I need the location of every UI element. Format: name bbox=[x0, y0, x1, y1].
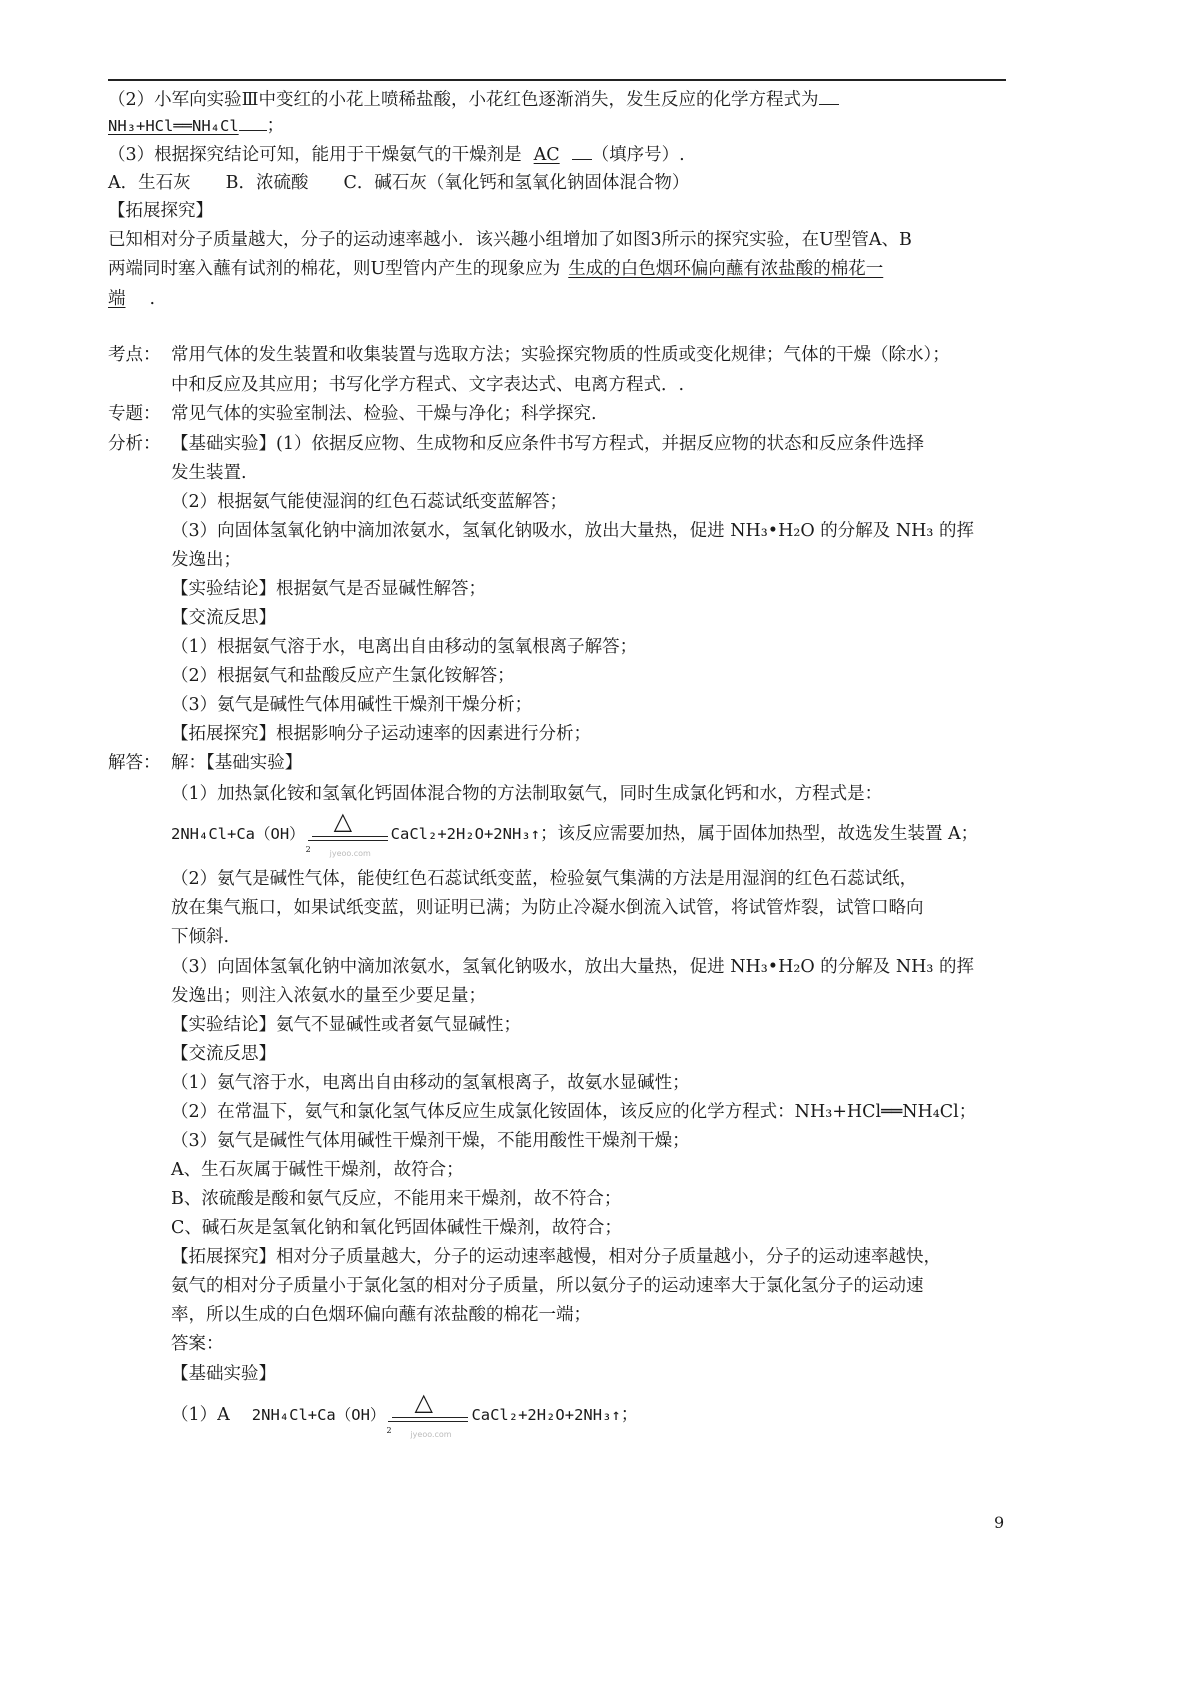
solution-text: （2）氨气是碱性气体，能使红色石蕊试纸变蓝，检验氨气集满的方法是用湿润的红色石蕊试纸， bbox=[171, 869, 918, 889]
heat-arrow-icon: △ jyeoo.com 2 bbox=[308, 823, 388, 847]
zhuanti-text: 常见气体的实验室制法、检验、干燥与净化；科学探究. bbox=[171, 404, 597, 424]
fenxi-text: 【基础实验】(1）依据反应物、生成物和反应条件书写方程式，并据反应物的状态和反应条件选择 bbox=[171, 434, 924, 454]
solution-text: （1）加热氯化铵和氢氧化钙固体混合物的方法制取氨气，同时生成氯化钙和水，方程式是： bbox=[171, 784, 883, 804]
jieda-label: 解答： bbox=[108, 753, 161, 773]
solution-text: 【实验结论】氨气不显碱性或者氨气显碱性； bbox=[171, 1015, 521, 1035]
q2-answer: NH₃+HCl══NH₄Cl bbox=[108, 117, 239, 135]
fenxi-text: （2）根据氨气能使湿润的红色石蕊试纸变蓝解答； bbox=[171, 492, 568, 512]
ext-answer: 生成的白色烟环偏向蘸有浓盐酸的棉花一 bbox=[568, 259, 884, 279]
kaodian-text: 中和反应及其应用；书写化学方程式、文字表达式、电离方程式．. bbox=[171, 375, 685, 395]
page-number: 9 bbox=[994, 1513, 1005, 1532]
fenxi-text: 【实验结论】根据氨气是否显碱性解答； bbox=[171, 579, 486, 599]
solution-text: C、碱石灰是氢氧化钠和氧化钙固体碱性干燥剂，故符合； bbox=[171, 1218, 622, 1238]
kaodian-text: 常用气体的发生装置和收集装置与选取方法；实验探究物质的性质或变化规律；气体的干燥（除水）； bbox=[171, 345, 950, 365]
fenxi-text: 【拓展探究】根据影响分子运动速率的因素进行分析； bbox=[171, 724, 591, 744]
equation-line: 2NH₄Cl+Ca（OH） △ jyeoo.com 2 CaCl₂+2H₂O+2NH₃↑；该反应需要加热，属于固体加热型，故选发生装置 A； bbox=[171, 806, 979, 858]
kaodian-label: 考点： bbox=[108, 345, 161, 365]
q2-answer-line: NH₃+HCl══NH₄Cl ； bbox=[108, 116, 285, 136]
paragraph-line: 两端同时塞入蘸有试剂的棉花，则U型管内产生的现象应为 生成的白色烟环偏向蘸有浓盐酸的棉花一 bbox=[108, 259, 884, 279]
answer-label: 答案： bbox=[171, 1334, 224, 1354]
paragraph-line: 已知相对分子质量越大，分子的运动速率越小．该兴趣小组增加了如图3所示的探究实验，在U型管A、B bbox=[108, 230, 912, 250]
q3-line: （3）根据探究结论可知，能用于干燥氨气的干燥剂是 AC （填序号）. bbox=[108, 145, 685, 165]
answer-blank bbox=[239, 114, 267, 131]
solution-text: （1）氨气溶于水，电离出自由移动的氢氧根离子，故氨水显碱性； bbox=[171, 1073, 690, 1093]
header-rule bbox=[108, 79, 1006, 81]
solution-text: A、生石灰属于碱性干燥剂，故符合； bbox=[171, 1160, 464, 1180]
answer-heading: 【基础实验】 bbox=[171, 1364, 276, 1384]
fenxi-label: 分析： bbox=[108, 434, 161, 454]
heat-arrow-icon: △ jyeoo.com 2 bbox=[388, 1404, 468, 1428]
q2-line bbox=[108, 88, 839, 112]
q3-answer: AC bbox=[533, 145, 560, 165]
solution-text: 【交流反思】 bbox=[171, 1044, 276, 1064]
section-heading: 【拓展探究】 bbox=[108, 201, 213, 221]
ext-answer: 端 bbox=[108, 289, 126, 309]
fenxi-text: 发生装置. bbox=[171, 463, 247, 483]
options-line: A．生石灰 B．浓硫酸 C．碱石灰（氧化钙和氢氧化钠固体混合物） bbox=[108, 173, 690, 193]
answer-blank bbox=[819, 88, 839, 105]
solution-text: B、浓硫酸是酸和氨气反应，不能用来干燥剂，故不符合； bbox=[171, 1189, 622, 1209]
solution-text: 率，所以生成的白色烟环偏向蘸有浓盐酸的棉花一端； bbox=[171, 1305, 591, 1325]
jieda-head: 解：【基础实验】 bbox=[171, 753, 303, 773]
fenxi-text: （2）根据氨气和盐酸反应产生氯化铵解答； bbox=[171, 666, 515, 686]
solution-text: （2）在常温下，氨气和氯化氢气体反应生成氯化铵固体，该反应的化学方程式：NH₃+HCl══NH₄Cl； bbox=[171, 1102, 977, 1122]
solution-text: （3）氨气是碱性气体用碱性干燥剂干燥，不能用酸性干燥剂干燥； bbox=[171, 1131, 690, 1151]
answer-equation-line: （1）A 2NH₄Cl+Ca（OH） △ jyeoo.com 2 CaCl₂+2H₂O+2NH₃↑； bbox=[171, 1387, 639, 1439]
fenxi-text: 发逸出； bbox=[171, 550, 241, 570]
solution-text: 下倾斜. bbox=[171, 927, 230, 947]
paragraph-line: 端 . bbox=[108, 289, 156, 309]
solution-text: 【拓展探究】相对分子质量越大，分子的运动速率越慢，相对分子质量越小，分子的运动速率越快， bbox=[171, 1247, 941, 1267]
solution-text: 发逸出；则注入浓氨水的量至少要足量； bbox=[171, 986, 486, 1006]
solution-text: 氨气的相对分子质量小于氯化氢的相对分子质量，所以氨分子的运动速率大于氯化氢分子的运动速 bbox=[171, 1276, 924, 1296]
q2-text: （2）小军向实验Ⅲ中变红的小花上喷稀盐酸，小花红色逐渐消失，发生反应的化学方程式为 bbox=[108, 90, 819, 110]
solution-text: （3）向固体氢氧化钠中滴加浓氨水，氢氧化钠吸水，放出大量热，促进 NH₃•H₂O 的分解及 NH₃ 的挥 bbox=[171, 957, 975, 977]
fenxi-text: 【交流反思】 bbox=[171, 608, 276, 628]
zhuanti-label: 专题： bbox=[108, 404, 161, 424]
fenxi-text: （1）根据氨气溶于水，电离出自由移动的氢氧根离子解答； bbox=[171, 637, 638, 657]
fenxi-text: （3）氨气是碱性气体用碱性干燥剂干燥分析； bbox=[171, 695, 533, 715]
fenxi-text: （3）向固体氢氧化钠中滴加浓氨水，氢氧化钠吸水，放出大量热，促进 NH₃•H₂O 的分解及 NH₃ 的挥 bbox=[171, 521, 975, 541]
solution-text: 放在集气瓶口，如果试纸变蓝，则证明已满；为防止冷凝水倒流入试管，将试管炸裂，试管口略向 bbox=[171, 898, 924, 918]
